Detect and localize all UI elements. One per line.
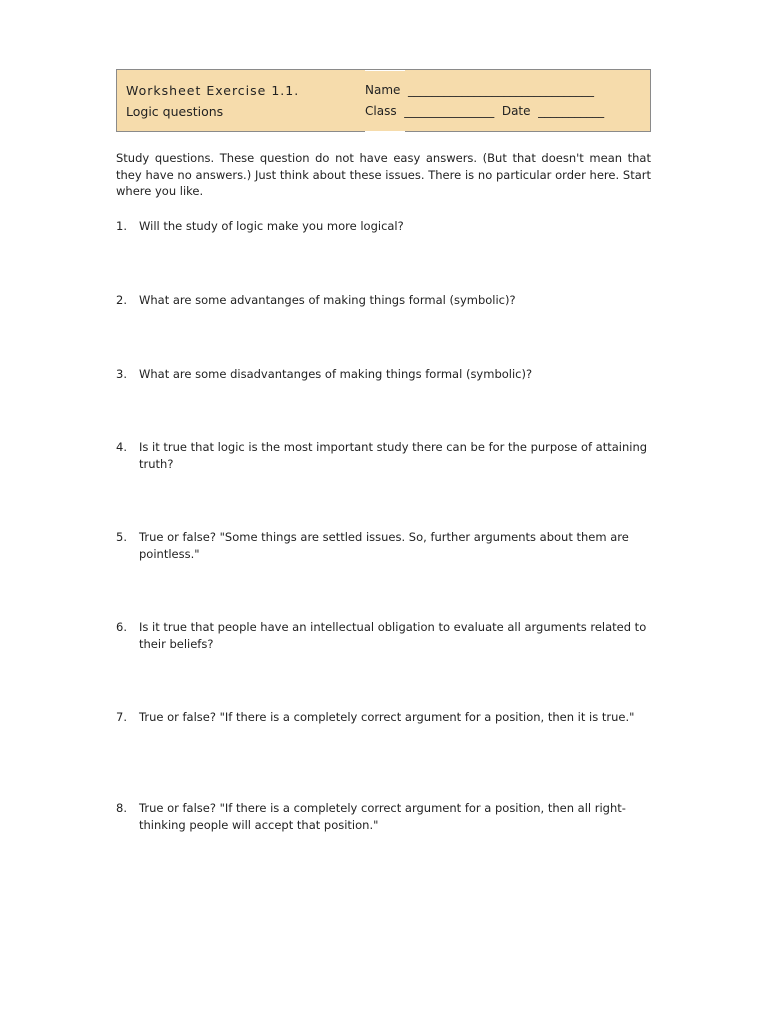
question-number: 3. — [116, 367, 127, 381]
question-number: 4. — [116, 440, 127, 454]
question-7 — [116, 709, 651, 726]
question-text: Is it true that logic is the most important study there can be for the purpose of attaining truth? — [139, 440, 648, 471]
question-number: 2. — [116, 293, 127, 307]
question-text: Is it true that people have an intellectual obligation to evaluate all arguments related to their beliefs? — [139, 620, 647, 651]
question-number: 5. — [116, 530, 127, 544]
question-text: What are some disadvantanges of making things formal (symbolic)? — [139, 367, 533, 381]
question-3 — [116, 366, 651, 383]
question-4 — [116, 439, 651, 472]
question-1 — [116, 218, 651, 235]
question-text: What are some advantanges of making things formal (symbolic)? — [139, 293, 516, 307]
name-field: Name _______________________________ — [365, 83, 595, 97]
question-2 — [116, 292, 651, 309]
question-5 — [116, 529, 651, 562]
intro-paragraph: Study questions. These question do not have easy answers. (But that doesn't mean that they have no answers.) Just think about these issues. There is no particular order here. Start where you like. — [116, 151, 651, 198]
question-number: 1. — [116, 219, 127, 233]
class-date-field: Class _______________ Date ___________ — [365, 104, 605, 118]
header-top-gap — [365, 70, 405, 71]
question-6 — [116, 619, 651, 652]
question-number: 8. — [116, 801, 127, 815]
worksheet-title: Worksheet Exercise 1.1. — [126, 83, 300, 98]
header-bottom-gap — [365, 131, 405, 132]
question-text: True or false? "If there is a completely correct argument for a position, then all right-thinking people will accept that position." — [139, 801, 626, 832]
question-text: True or false? "If there is a completely correct argument for a position, then it is true." — [139, 710, 635, 724]
worksheet-header — [116, 69, 651, 132]
question-number: 6. — [116, 620, 127, 634]
question-8 — [116, 800, 651, 833]
question-text: Will the study of logic make you more logical? — [139, 219, 404, 233]
worksheet-subtitle: Logic questions — [126, 104, 224, 119]
question-text: True or false? "Some things are settled issues. So, further arguments about them are pointless." — [139, 530, 629, 561]
question-number: 7. — [116, 710, 127, 724]
